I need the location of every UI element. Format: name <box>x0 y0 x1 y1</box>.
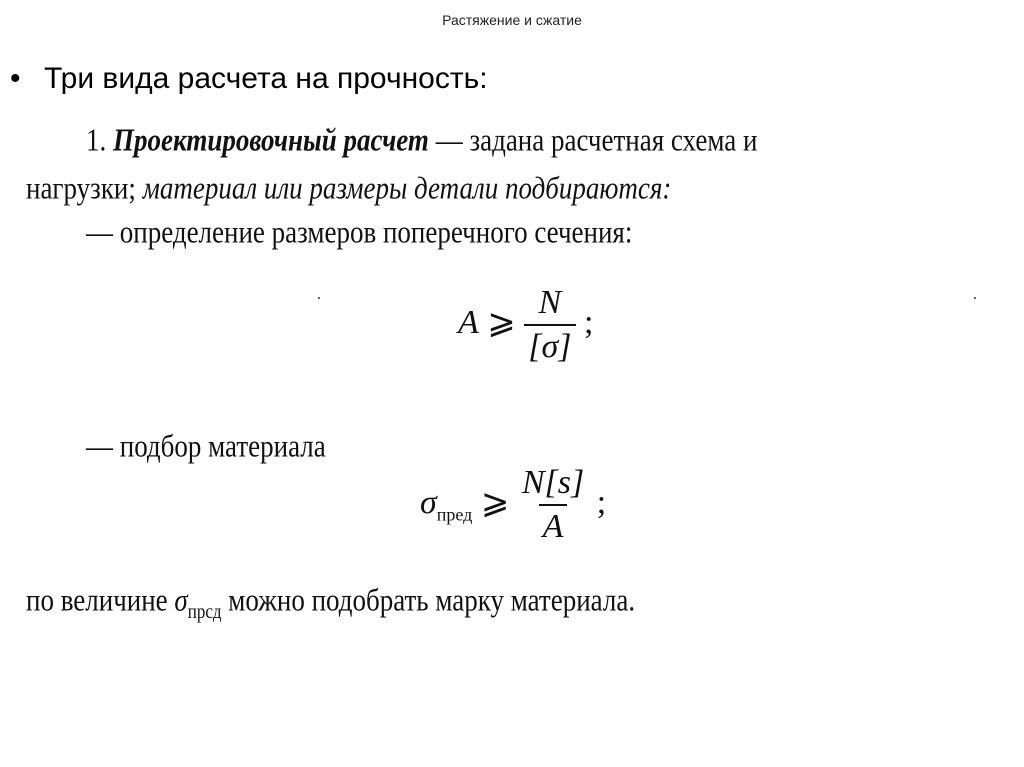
item-rest: задана расчетная схема и <box>469 122 758 158</box>
formula2-fraction <box>518 464 588 546</box>
scan-line-4: — подбор материала <box>86 428 326 464</box>
line2-plain: нагрузки; <box>26 170 136 206</box>
scan-speck-right <box>974 297 976 299</box>
formula2-lhs: σ <box>420 483 437 521</box>
formula-area <box>458 284 593 366</box>
scan-speck-left <box>318 297 320 299</box>
formula1-fraction <box>524 284 575 366</box>
item-dash: — <box>435 122 463 158</box>
line5-end: можно подобрать марку материала. <box>228 582 636 618</box>
line5-start: по величине <box>26 582 168 618</box>
formula2-relation: ⩾ <box>480 483 510 521</box>
formula2-denominator: A <box>539 504 568 546</box>
line5-sigma: σ <box>174 582 188 618</box>
formula1-numerator: N <box>538 284 562 321</box>
formula1-lhs: A <box>458 303 479 341</box>
scan-line-2 <box>26 170 671 207</box>
formula-stress <box>420 464 606 546</box>
formula2-lhs-subscript: пред <box>436 504 473 525</box>
bullet-text: Три вида расчета на прочность: <box>44 62 488 95</box>
item-title: Проектировочный расчет <box>113 122 429 158</box>
formula1-tail: ; <box>584 303 594 341</box>
scan-line-5 <box>26 582 635 624</box>
formula1-denominator: [σ] <box>524 324 575 366</box>
item-number: 1. <box>86 122 107 158</box>
slide-header: Растяжение и сжатие <box>442 12 582 28</box>
bullet-dot: • <box>10 62 21 95</box>
formula2-numerator: N[s] <box>521 464 585 501</box>
scan-line-1 <box>86 122 757 159</box>
line2-italic: материал или размеры детали подбираются: <box>142 170 672 206</box>
bullet-heading <box>10 62 488 96</box>
formula1-relation: ⩾ <box>487 303 516 341</box>
formula2-tail: ; <box>596 483 607 521</box>
scan-line-3: — определение размеров поперечного сечения: <box>86 214 633 250</box>
line5-subscript: прсд <box>187 600 222 623</box>
